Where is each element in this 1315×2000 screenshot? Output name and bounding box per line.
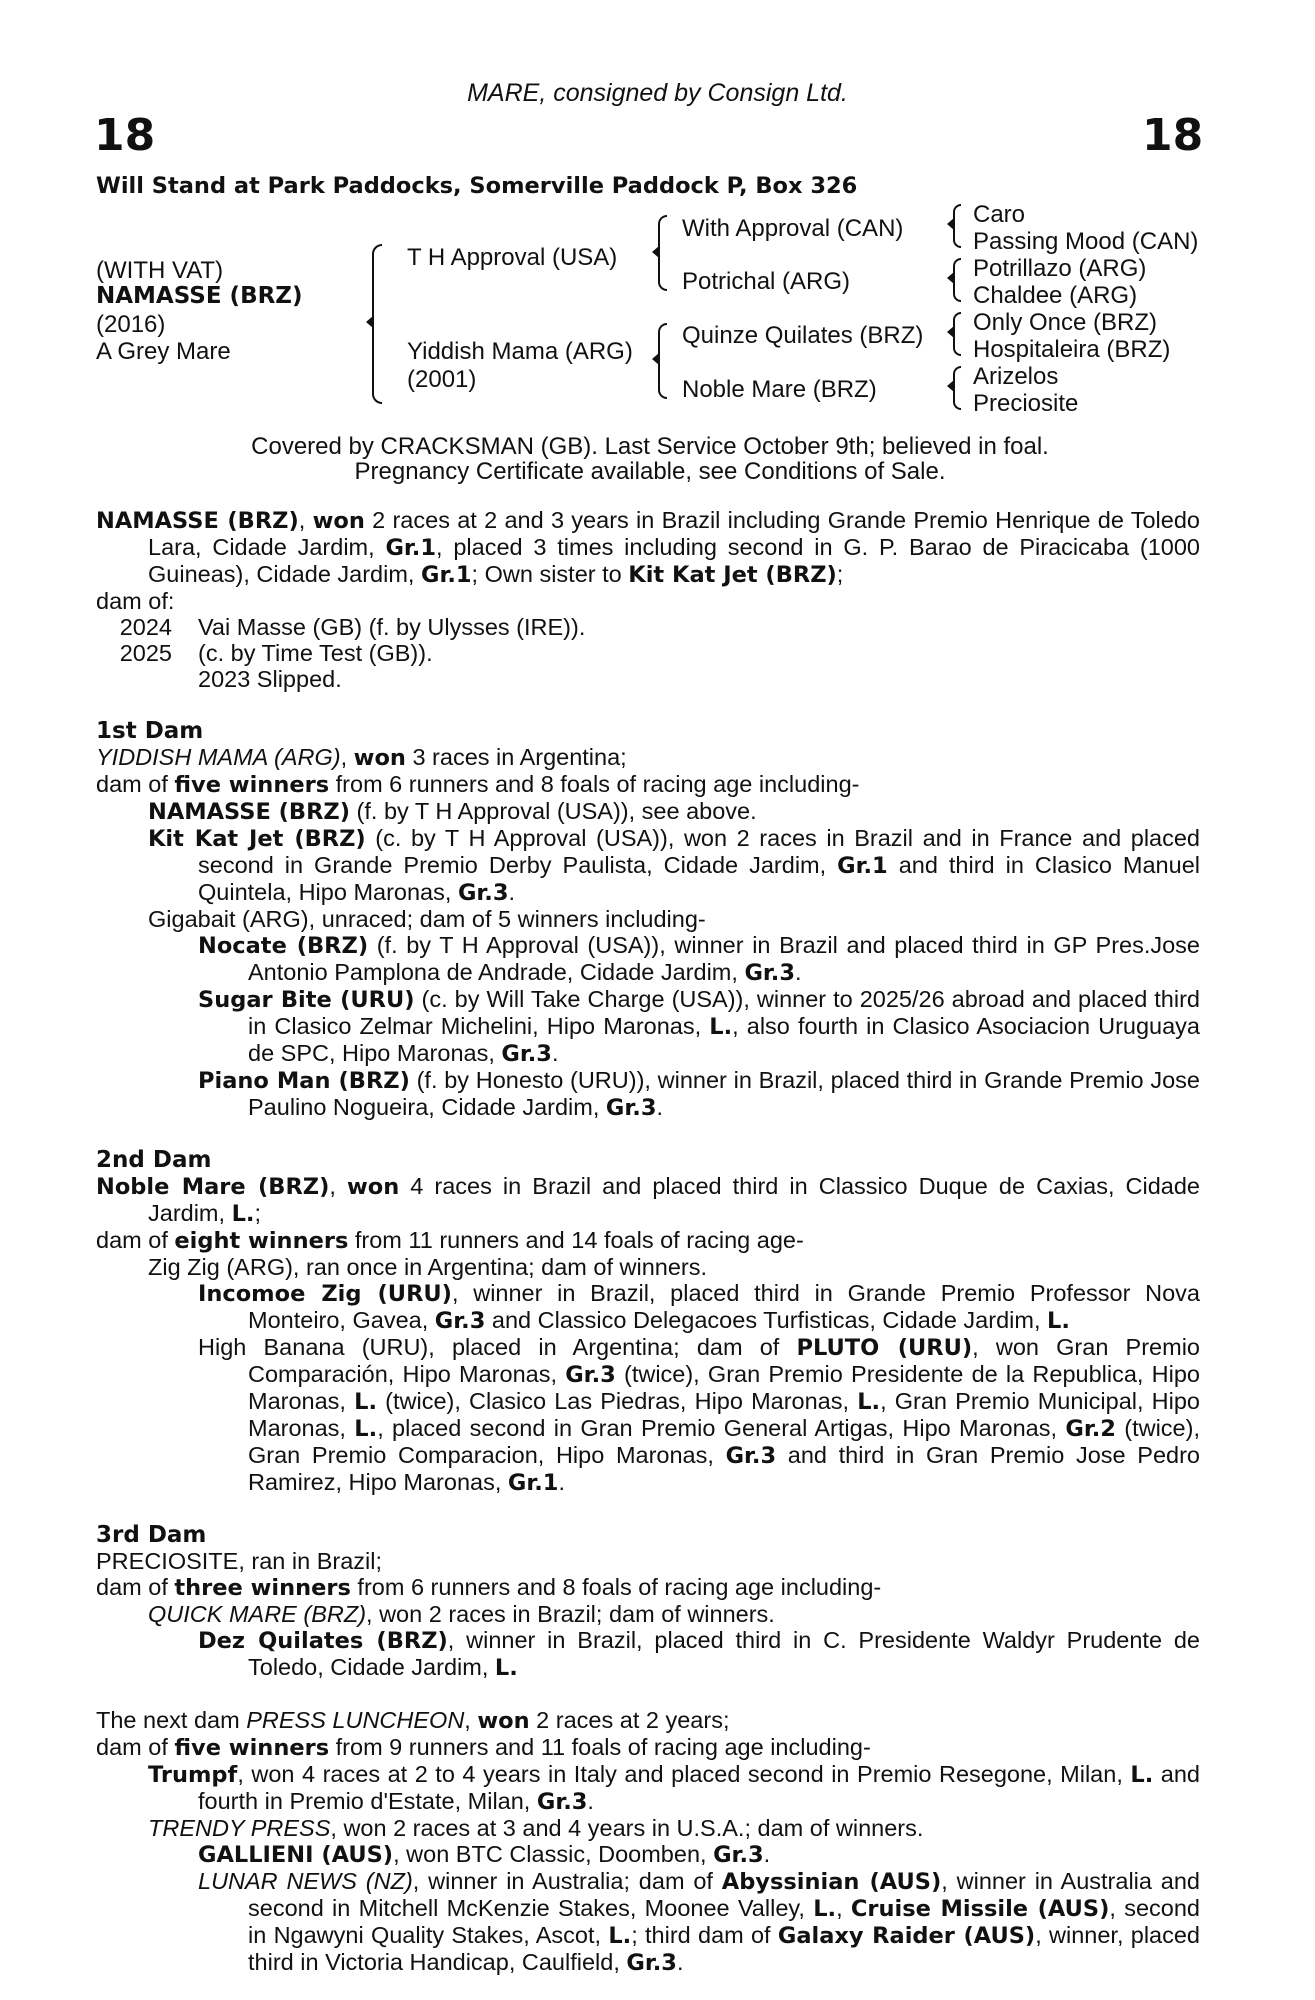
produce-text: Vai Masse (GB) (f. by Ulysses (IRE)). bbox=[198, 614, 586, 640]
brace-point-dam bbox=[652, 353, 659, 365]
section-2nd-dam: 2nd Dam bbox=[96, 1147, 212, 1173]
dam-name: Yiddish Mama (ARG) bbox=[407, 338, 633, 365]
dam-sire: Quinze Quilates (BRZ) bbox=[682, 322, 924, 349]
brace-point-g3-1 bbox=[947, 218, 954, 230]
lot-number-left: 18 bbox=[94, 110, 156, 161]
ggp-6: Hospitaleira (BRZ) bbox=[973, 336, 1171, 363]
bold-name: NAMASSE (BRZ) bbox=[96, 508, 299, 534]
consignor-line: MARE, consigned by Consign Ltd. bbox=[467, 79, 848, 107]
produce-row-3 bbox=[96, 666, 1200, 692]
brace-point-g3-4 bbox=[947, 380, 954, 392]
horse-description: A Grey Mare bbox=[96, 338, 231, 365]
ggp-7: Arizelos bbox=[973, 363, 1059, 390]
section-3rd-dam: 3rd Dam bbox=[96, 1522, 207, 1548]
catalogue-body: NAMASSE (BRZ), won 2 races at 2 and 3 years in Brazil including Grande Premio Henrique de Toledo Lara, Cidade Jardim, Gr.1, placed 3 times including second in G. P. Barao de Piracicaba (1000 Guineas), Cidade Jardim, Gr.1; Own sister to Kit Kat Jet (BRZ); dam of: 2024 Vai Masse (GB) (f. by Ulysses (IRE)). 2025 (c. by Time Test (GB)). 2023 Slipped. 1st Dam YIDDISH MAMA (ARG), won 3 races in Argentina; dam of five winners from 6 runners and 8 foals of racing age including- NAMASSE (BRZ) (f. by T H Approval (USA)), see above. Kit Kat Jet (BRZ) (c. by T H Approval (USA)), won 2 races in Brazil and in France and placed second in Grande Premio Derby Paulista, Cidade Jardim, Gr.1 and third in Clasico Manuel Quintela, Hipo Maronas, Gr.3. Gigabait (ARG), unraced; dam of 5 winners including- Nocate (BRZ) (f. by T H Approval (USA)), winner in Brazil and placed third in GP Pres.Jose Antonio Pamplona de Andrade, Cidade Jardim, Gr.3. Sugar Bite (URU) (c. by Will Take Charge (USA)), winner to 2025/26 abroad and placed third in Clasico Zelmar Michelini, Hipo Maronas, L., also fourth in Clasico Asociacion Uruguaya de SPC, Hipo Maronas, Gr.3. Piano Man (BRZ) (f. by Honesto (URU)), winner in Brazil, placed third in Grande Premio Jose Paulino Nogueira, Cidade Jardim, Gr.3. 2nd Dam Noble Mare (BRZ), won 4 races in Brazil and placed third in Classico Duque de Caxias, Cidade Jardim, L.; dam of eight winners from 11 runners and 14 foals of racing age- Zig Zig (ARG), ran once in Argentina; dam of winners. Incomoe Zig (URU), winner in Brazil, placed third in Grande Premio Professor Nova Monteiro, Gavea, Gr.3 and Classico Delegacoes Turfisticas, Cidade Jardim, L. High Banana (URU), placed in Argentina; dam of PLUTO (URU), won Gran Premio Comparación, Hipo Maronas, Gr.3 (twice), Gran Premio Presidente de la Republica, Hipo Maronas, L. (twice), Clasico Las Piedras, Hipo Maronas, L., Gran Premio Municipal, Hipo Maronas, L., placed second in Gran Premio General Artigas, Hipo Maronas, Gr.2 (twice), Gran Premio Comparacion, Hipo Maronas, Gr.3 and third in Gran Premio Jose Pedro Ramirez, Hipo Maronas, Gr.1. 3rd Dam PRECIOSITE, ran in Brazil; dam of three winners from 6 runners and 8 foals of racing age including- QUICK MARE (BRZ), won 2 races in Brazil; dam of winners. Dez Quilates (BRZ), winner in Brazil, placed third in C. Presidente Waldyr Prudente de Toledo, Cidade Jardim, L. The next dam PRESS LUNCHEON, won 2 races at 2 years; dam of five winners from 9 runners and 11 foals of racing age including- Trumpf, won 4 races at 2 to 4 years in Italy and placed second in Premio Resegone, Milan, L. and fourth in Premio d'Estate, Milan, Gr.3. TRENDY PRESS, won 2 races at 3 and 4 years in U.S.A.; dam of winners. GALLIENI (AUS), won BTC Classic, Doomben, Gr.3. LUNAR NEWS (NZ), winner in Australia; dam of Abyssinian (AUS), winner in Australia and second in Mitchell McKenzie Stakes, Moonee Valley, L., Cruise Missile (AUS), second in Ngawyni Quality Stakes, Ascot, L.; third dam of Galaxy Raider (AUS), winner, placed third in Victoria Handicap, Caulfield, Gr.3. bbox=[96, 507, 1201, 1976]
covered-line-2: Pregnancy Certificate available, see Conditions of Sale. bbox=[354, 458, 946, 485]
brace-point-main bbox=[366, 316, 373, 328]
section-1st-dam: 1st Dam bbox=[96, 718, 204, 744]
produce-text: 2023 Slipped. bbox=[198, 666, 342, 692]
sire-sire: With Approval (CAN) bbox=[682, 215, 904, 242]
pedigree-brace-sire bbox=[658, 215, 667, 291]
vat-note: (WITH VAT) bbox=[96, 257, 224, 284]
brace-g3-4 bbox=[953, 366, 961, 410]
sire-name: T H Approval (USA) bbox=[407, 244, 618, 271]
brace-point-sire bbox=[652, 246, 659, 258]
horse-name: NAMASSE (BRZ) bbox=[96, 283, 303, 309]
horse-year: (2016) bbox=[96, 311, 166, 338]
produce-year: 2025 bbox=[119, 640, 172, 666]
brace-g3-1 bbox=[953, 204, 961, 248]
ggp-8: Preciosite bbox=[973, 390, 1079, 417]
ggp-5: Only Once (BRZ) bbox=[973, 309, 1158, 336]
dam-dam: Noble Mare (BRZ) bbox=[682, 376, 877, 403]
pedigree-brace-dam bbox=[658, 323, 667, 399]
produce-text: (c. by Time Test (GB)). bbox=[198, 640, 433, 666]
stand-location: Will Stand at Park Paddocks, Somerville Paddock P, Box 326 bbox=[96, 173, 858, 199]
brace-point-g3-3 bbox=[947, 326, 954, 338]
brace-g3-2 bbox=[953, 258, 961, 302]
produce-row-2 bbox=[96, 640, 1200, 666]
ggp-4: Chaldee (ARG) bbox=[973, 282, 1138, 309]
ggp-2: Passing Mood (CAN) bbox=[973, 228, 1199, 255]
dam-year: (2001) bbox=[407, 366, 477, 393]
ggp-1: Caro bbox=[973, 201, 1026, 228]
brace-g3-3 bbox=[953, 312, 961, 356]
sire-dam: Potrichal (ARG) bbox=[682, 268, 851, 295]
ggp-3: Potrillazo (ARG) bbox=[973, 255, 1147, 282]
mare-summary: NAMASSE (BRZ), won 2 races at 2 and 3 years in Brazil including Grande Premio Henrique de Toledo Lara, Cidade Jardim, Gr.1, placed 3 times including second in G. P. Barao de Piracicaba (1000 Guineas), Cidade Jardim, Gr.1; Own sister to Kit Kat Jet (BRZ); bbox=[96, 507, 1200, 588]
covered-line-1: Covered by CRACKSMAN (GB). Last Service October 9th; believed in foal. bbox=[251, 433, 1049, 460]
produce-year bbox=[96, 666, 198, 692]
pedigree-brace-main bbox=[372, 244, 382, 404]
dam-of-label: dam of: bbox=[96, 588, 175, 614]
produce-year: 2024 bbox=[119, 614, 172, 640]
produce-row-1 bbox=[96, 614, 1200, 640]
brace-point-g3-2 bbox=[947, 272, 954, 284]
lot-number-right: 18 bbox=[1142, 110, 1204, 161]
